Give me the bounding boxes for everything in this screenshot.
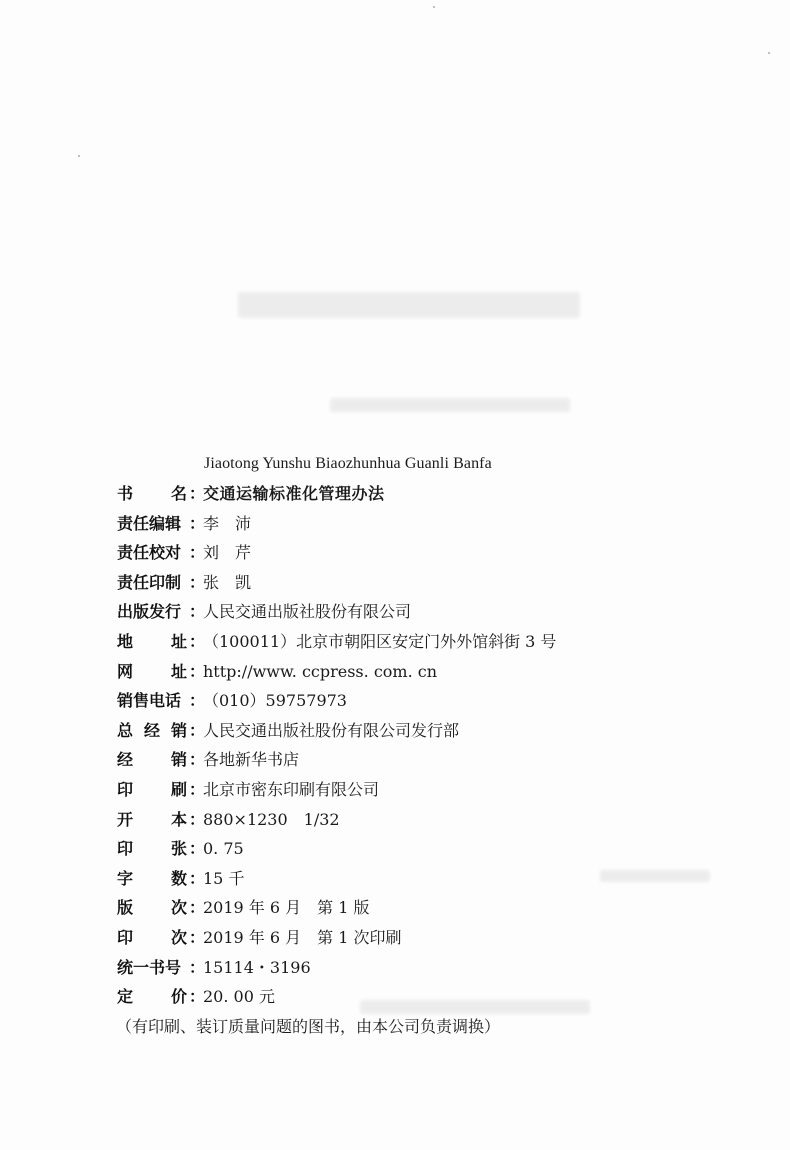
record-label: 印次 <box>117 927 187 947</box>
record-colon: ： <box>189 631 206 651</box>
record-label: 总经销 <box>117 720 187 740</box>
paper-speck <box>78 155 80 157</box>
record-label: 字数 <box>117 868 187 888</box>
record-value: 刘 芹 <box>203 543 252 563</box>
record-value: 15 千 <box>203 868 245 888</box>
pinyin-book-title: Jiaotong Yunshu Biaozhunhua Guanli Banfa <box>204 455 492 472</box>
record-value: 880×1230 1/32 <box>203 809 340 829</box>
record-colon: ： <box>189 484 206 503</box>
record-value: 2019 年 6 月 第 1 次印刷 <box>203 927 402 947</box>
record-colon: ： <box>189 513 206 533</box>
record-label: 销售电话 <box>117 691 182 711</box>
record-value: 各地新华书店 <box>203 750 300 770</box>
record-value: 北京市密东印刷有限公司 <box>203 779 380 799</box>
record-colon: ： <box>189 868 206 888</box>
record-value: 张 凯 <box>203 572 252 592</box>
show-through-title <box>238 292 580 318</box>
record-label: 开本 <box>117 809 187 829</box>
record-colon: ： <box>189 543 206 563</box>
show-through-subtitle <box>330 398 570 412</box>
record-label: 网址 <box>117 661 187 681</box>
record-label: 定价 <box>117 987 187 1007</box>
record-label: 经销 <box>117 750 187 770</box>
record-colon: ： <box>189 987 206 1007</box>
record-value: 2019 年 6 月 第 1 版 <box>203 898 370 918</box>
record-label: 印刷 <box>117 779 187 799</box>
record-label: 责任编辑 <box>117 513 182 533</box>
record-colon: ： <box>189 602 206 622</box>
record-label: 印张 <box>117 839 187 859</box>
record-value: 0. 75 <box>203 839 244 859</box>
record-value: 李 沛 <box>203 513 252 533</box>
record-value: 人民交通出版社股份有限公司 <box>203 602 412 622</box>
record-value: （010）59757973 <box>203 691 347 711</box>
record-label: 版次 <box>117 898 187 918</box>
record-value: （100011）北京市朝阳区安定门外外馆斜街 3 号 <box>203 631 557 651</box>
paper-speck <box>433 6 435 8</box>
record-colon: ： <box>189 809 206 829</box>
record-value: http://www. ccpress. com. cn <box>203 661 438 681</box>
record-colon: ： <box>189 957 206 977</box>
record-colon: ： <box>189 750 206 770</box>
record-colon: ： <box>189 927 206 947</box>
record-colon: ： <box>189 572 206 592</box>
record-label: 出版发行 <box>117 602 182 622</box>
quality-guarantee-note: （有印刷、装订质量问题的图书，由本公司负责调换） <box>116 1017 501 1036</box>
record-value: 人民交通出版社股份有限公司发行部 <box>203 720 460 740</box>
show-through-lower <box>360 1000 590 1014</box>
record-value: 交通运输标准化管理办法 <box>203 484 385 503</box>
record-colon: ： <box>189 839 206 859</box>
record-colon: ： <box>189 720 206 740</box>
record-label: 责任印制 <box>117 572 182 592</box>
record-colon: ： <box>189 661 206 681</box>
record-value: 15114・3196 <box>203 957 311 977</box>
record-colon: ： <box>189 779 206 799</box>
show-through-right <box>600 870 710 882</box>
record-label: 书名 <box>117 484 187 503</box>
record-label: 地址 <box>117 631 187 651</box>
record-label: 统一书号 <box>117 957 182 977</box>
record-value: 20. 00 元 <box>203 987 275 1007</box>
record-colon: ： <box>189 691 206 711</box>
record-label: 责任校对 <box>117 543 182 563</box>
paper-speck <box>768 52 770 54</box>
record-colon: ： <box>189 898 206 918</box>
